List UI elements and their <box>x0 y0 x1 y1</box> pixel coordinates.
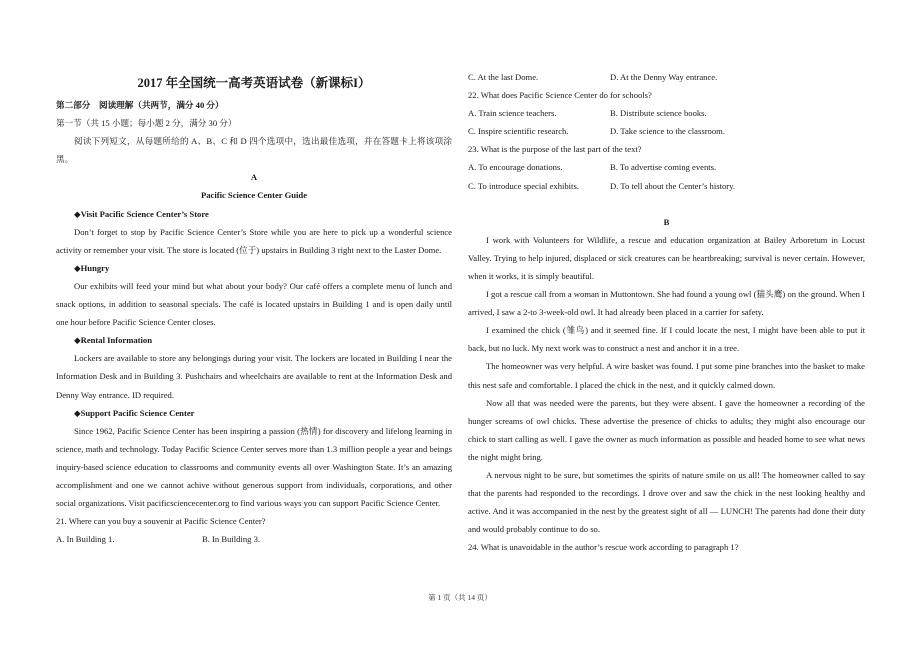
support-paragraph: Since 1962, Pacific Science Center has been inspiring a passion (热情) for discovery and lifelong learning in science, math and technology. Today Pacific Science Center serves more than 1.3 million people a year and beings inquiry-based science education to classrooms and community events all over Washington State. It’s an amazing accomplishment and one we cannot achive without generous support from individuals, corporations, and other social organizations. Visit pacificsciencecenter.org to find various ways you can support Pacific Science Center. <box>56 425 452 509</box>
passage-a-letter: A <box>250 172 258 183</box>
question-23: 23. What is the purpose of the last part of the text? <box>468 144 642 155</box>
hungry-heading: ◆Hungry <box>74 262 110 273</box>
section-heading: 第一节（共 15 小题；每小题 2 分，满分 30 分） <box>56 118 237 129</box>
question-24: 24. What is unavoidable in the author’s rescue work according to paragraph 1? <box>468 542 739 553</box>
instructions: 阅读下列短文，从每题所给的 A、B、C 和 D 四个选项中，选出最佳选项，并在答题卡上将该项涂黑。 <box>56 136 452 165</box>
right-column <box>468 68 865 556</box>
store-heading: ◆Visit Pacific Science Center’s Store <box>74 208 209 219</box>
rental-paragraph: Lockers are available to store any belongings during your visit. The lockers are located in Building I near the Information Desk and in Building 3. Pushchairs and wheelchairs are available to rent at the Information Desk and Denny Way entrance. ID required. <box>56 353 452 400</box>
option-21a: A. In Building 1. <box>56 534 115 545</box>
option-22b: B. Distribute science books. <box>610 108 707 119</box>
question-22: 22. What does Pacific Science Center do for schools? <box>468 90 652 101</box>
part-heading: 第二部分 阅读理解（共两节，满分 40 分） <box>56 100 224 110</box>
hungry-paragraph: Our exhibits will feed your mind but what about your body? Our café offers a complete menu of lunch and snack options, in addition to seasonal specials. The café is located upstairs in Building 1 and is open daily until one hour before Pacific Science Center closes. <box>56 280 452 328</box>
passage-b-paragraph-1: I work with Volunteers for Wildlife, a rescue and education organization at Bailey Arboretum in Locust Valley. Trying to help injured, displaced or sick creatures can be heartbreaking; survival is never certain. However, when it works, it is simply beautiful. <box>468 234 865 281</box>
passage-a-title: Pacific Science Center Guide <box>200 190 308 201</box>
passage-b-paragraph-4: The homeowner was very helpful. A wire basket was found. I put some pine branches into the basket to make this nest safe and comfortable. I placed the chick in the nest, and it quickly calmed down. <box>468 361 865 390</box>
option-21d: D. At the Denny Way entrance. <box>610 72 718 82</box>
spacer <box>468 195 865 213</box>
left-column <box>56 68 452 548</box>
rental-heading: ◆Rental Information <box>74 335 152 346</box>
option-22c: C. Inspire scientific research. <box>468 126 569 137</box>
support-heading: ◆Support Pacific Science Center <box>74 407 195 418</box>
question-22-options-cd <box>468 122 865 140</box>
question-21-options-cd <box>468 68 865 86</box>
option-23d: D. To tell about the Center’s history. <box>610 180 736 191</box>
question-22-options-ab <box>468 104 865 122</box>
passage-b-paragraph-3: I examined the chick (雏鸟) and it seemed fine. If I could locate the nest, I might have been able to put it back, but no luck. My next work was to construct a nest and anchor it in a tree. <box>468 325 865 354</box>
option-22a: A. Train science teachers. <box>468 108 557 119</box>
store-paragraph: Don’t forget to stop by Pacific Science Center’s Store while you are here to pick up a wonderful science activity or remember your visit. The store is located (位于) upstairs in Building 3 right next to the Laster Dome. <box>56 226 452 255</box>
passage-b-paragraph-2: I got a rescue call from a woman in Muttontown. She had found a young owl (猫头鹰) on the ground. When I arrived, I saw a 2-to 3-week-old owl. It had already been placed in a carrier for safety. <box>468 289 865 318</box>
exam-title: 2017 年全国统一高考英语试卷（新课标I） <box>137 76 371 90</box>
passage-b-paragraph-6: A nervous night to be sure, but sometimes the spirits of nature smile on us all! The homeowner called to say that the parents had responded to the recordings. I drove over and saw the chick in the nest looking healthy and active. And it was accompanied in the nest by the greatest sight of all — LUNCH! The parents had done their duty and would probably continue to do so. <box>468 469 865 535</box>
page-number-footer: 第 1 页（共 14 页） <box>428 593 492 602</box>
question-21: 21. Where can you buy a souvenir at Pacific Science Center? <box>56 516 266 527</box>
question-23-options-cd <box>468 177 865 195</box>
option-21c: C. At the last Dome. <box>468 72 539 82</box>
passage-b-paragraph-5: Now all that was needed were the parents, but they were absent. I gave the homeowner a recording of the hunger screams of owl chicks. These advertise the presence of chicks to adults; they might also encourage our chick to start calling as well. I gave the owner as much information as possible and headed home to see what news the night might bring. <box>468 397 865 462</box>
option-23c: C. To introduce special exhibits. <box>468 180 579 191</box>
question-21-options-ab <box>56 530 452 548</box>
passage-b-letter: B <box>663 216 670 227</box>
question-23-options-ab <box>468 158 865 176</box>
option-21b: B. In Building 3. <box>202 534 261 545</box>
option-22d: D. Take science to the classroom. <box>610 126 725 137</box>
option-23a: A. To encourage donations. <box>468 162 563 173</box>
option-23b: B. To advertise coming events. <box>610 162 717 173</box>
